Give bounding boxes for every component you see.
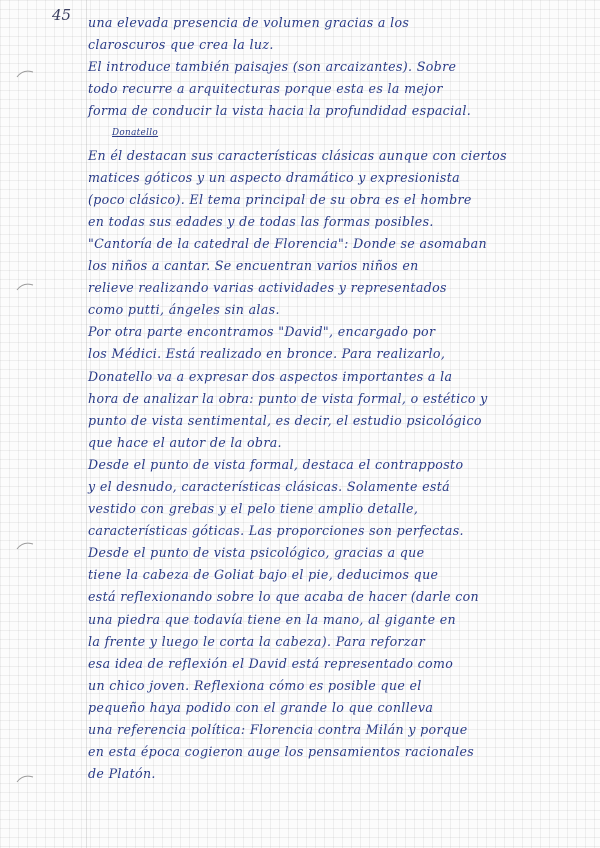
text-line: En él destacan sus características clásicas aunque con ciertos	[88, 147, 507, 163]
text-line: como putti, ángeles sin alas.	[88, 302, 280, 318]
handwritten-text-body	[88, 12, 578, 785]
text-line: una referencia política: Florencia contra Milán y porque	[88, 722, 468, 737]
binder-hole-mark	[16, 773, 34, 785]
text-line: El introduce también paisajes (son arcaizantes). Sobre	[88, 59, 457, 75]
text-line: esa idea de reflexión el David está representado como	[88, 655, 454, 671]
text-line: características góticas. Las proporciones son perfectas.	[88, 523, 464, 539]
text-line: todo recurre a arquitecturas porque esta es la mejor	[88, 81, 443, 97]
text-line: los Médici. Está realizado en bronce. Para realizarlo,	[88, 346, 446, 362]
text-line: punto de vista sentimental, es decir, el estudio psicológico	[88, 412, 482, 428]
text-line: vestido con grebas y el pelo tiene amplio detalle,	[88, 501, 419, 517]
text-line: los niños a cantar. Se encuentran varios niños en	[88, 258, 419, 274]
text-line: tiene la cabeza de Goliat bajo el pie, deducimos que	[88, 567, 439, 583]
margin-line	[86, 0, 87, 848]
text-line: y el desnudo, características clásicas. Solamente está	[88, 478, 450, 494]
text-line: Desde el punto de vista formal, destaca el contrapposto	[88, 456, 464, 472]
text-line: (poco clásico). El tema principal de su obra es el hombre	[88, 191, 472, 207]
text-line: la frente y luego le corta la cabeza). Para reforzar	[88, 633, 426, 649]
text-line: una piedra que todavía tiene en la mano, al gigante en	[88, 611, 457, 627]
text-line: Por otra parte encontramos "David", encargado por	[88, 324, 436, 340]
binder-hole-mark	[16, 540, 34, 552]
text-line: Donatello va a expresar dos aspectos importantes a la	[88, 368, 453, 384]
text-line: Desde el punto de vista psicológico, gracias a que	[88, 545, 425, 561]
text-line: forma de conducir la vista hacia la profundidad espacial.	[88, 103, 472, 119]
text-line: un chico joven. Reflexiona cómo es posible que el	[88, 677, 422, 693]
text-line: relieve realizando varias actividades y representados	[88, 280, 447, 296]
text-line: de Platón.	[88, 766, 156, 782]
page-number: 45	[52, 6, 72, 24]
text-line: matices góticos y un aspecto dramático y expresionista	[88, 169, 460, 185]
text-line: hora de analizar la obra: punto de vista formal, o estético y	[88, 390, 488, 406]
text-line: claroscuros que crea la luz.	[88, 37, 274, 53]
binder-hole-mark	[16, 68, 34, 80]
binder-hole-mark	[16, 281, 34, 293]
text-line: una elevada presencia de volumen gracias a los	[88, 15, 410, 30]
text-line: en esta época cogieron auge los pensamientos racionales	[88, 744, 475, 760]
text-line: pequeño haya podido con el grande lo que conlleva	[88, 699, 434, 715]
text-line: está reflexionando sobre lo que acaba de hacer (darle con	[88, 589, 480, 605]
text-line: que hace el autor de la obra.	[88, 434, 282, 450]
text-line: "Cantoría de la catedral de Florencia": Donde se asomaban	[88, 235, 487, 251]
section-heading: Donatello	[112, 128, 159, 139]
text-line: en todas sus edades y de todas las formas posibles.	[88, 213, 434, 229]
